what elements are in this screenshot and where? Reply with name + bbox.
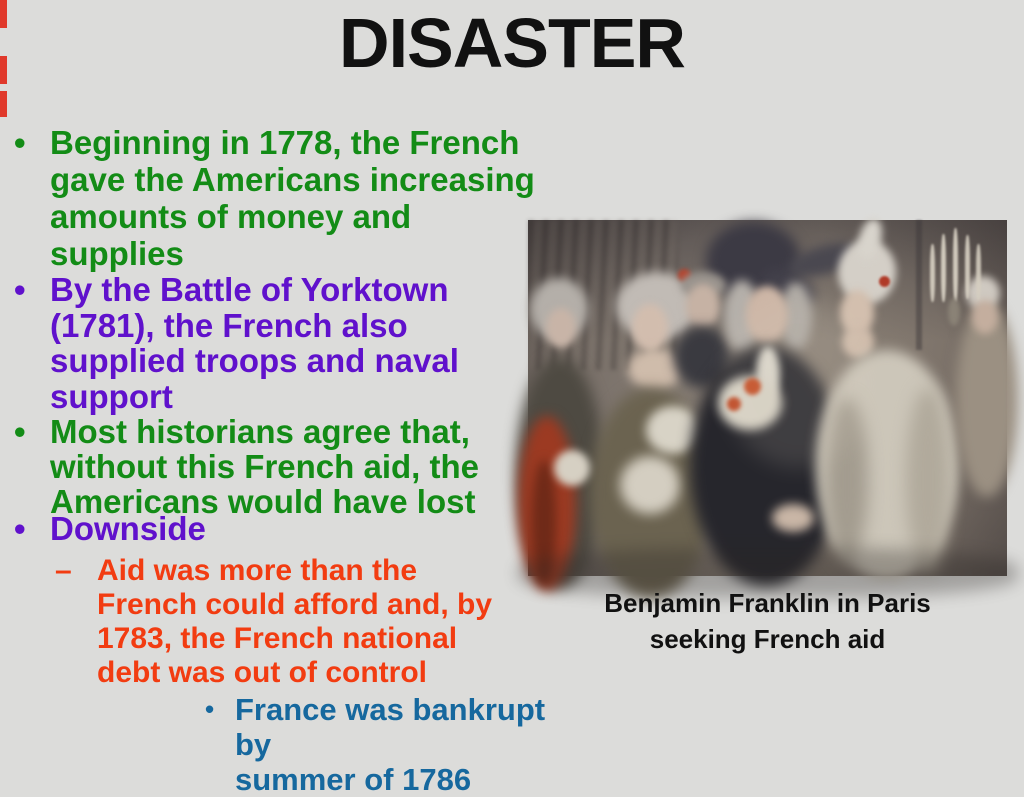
painting-shape — [772, 504, 814, 532]
bullet-line: supplied troops and naval — [50, 342, 459, 379]
painting-shape — [953, 228, 958, 302]
image-caption-line2: seeking French aid — [649, 624, 886, 654]
bullet-list — [0, 124, 568, 797]
bullet-line: Most historians agree that, — [50, 413, 470, 450]
painting-shape — [546, 308, 576, 348]
painting-shape — [879, 276, 890, 287]
slide-title: DISASTER — [339, 4, 685, 82]
image-caption-line1: Benjamin Franklin in Paris — [604, 588, 931, 618]
painting-shape — [948, 298, 960, 326]
bullet-line: gave the Americans increasing — [50, 161, 535, 198]
bullet-item — [0, 124, 568, 272]
bullet-marker: – — [55, 554, 72, 587]
edge-mark-red-3 — [0, 91, 7, 117]
painting-shape — [620, 456, 680, 514]
painting-shape — [632, 304, 668, 352]
bullet-line: Aid was more than the — [97, 554, 418, 587]
franklin-painting — [528, 220, 1007, 576]
bullet-item — [0, 511, 568, 547]
bullet-line: supplies — [50, 235, 184, 272]
painting-shape — [686, 284, 720, 328]
painting-shape — [930, 244, 935, 302]
image-caption — [528, 585, 1007, 657]
bullet-marker: • — [14, 413, 26, 450]
bullet-item — [0, 272, 568, 414]
bullet-line: France was bankrupt by — [235, 692, 546, 762]
bullet-line: amounts of money and — [50, 198, 412, 235]
bullet-line: summer of 1786 — [235, 762, 472, 797]
painting-shape — [554, 450, 590, 486]
bullet-marker: • — [205, 694, 215, 724]
bullet-line: support — [50, 377, 173, 415]
wall-panel-line — [916, 220, 922, 350]
bullet-line: debt was out of control — [97, 656, 427, 689]
bullet-item — [0, 692, 568, 797]
bullet-line: 1783, the French national — [97, 622, 458, 655]
bullet-line: without this French aid, the — [50, 448, 479, 485]
bullet-marker: • — [14, 271, 26, 308]
painting-shape — [906, 388, 950, 573]
painting-shape — [976, 244, 981, 300]
bullet-marker: • — [14, 510, 26, 547]
painting-shape — [965, 235, 970, 299]
bullet-line: Downside — [50, 510, 206, 547]
bullet-line: By the Battle of Yorktown — [50, 271, 449, 308]
painting-shape — [724, 298, 874, 468]
painting-shape — [972, 300, 998, 334]
bullet-line: Beginning in 1778, the French — [50, 124, 520, 161]
bullet-line: (1781), the French also — [50, 306, 408, 344]
bullet-marker: • — [14, 124, 26, 161]
bullet-line: Americans would have lost — [50, 483, 476, 520]
bullet-line: French could afford and, by — [97, 588, 493, 621]
bullet-item — [0, 414, 568, 519]
bullet-item — [0, 554, 568, 690]
painting-shape — [941, 234, 946, 302]
